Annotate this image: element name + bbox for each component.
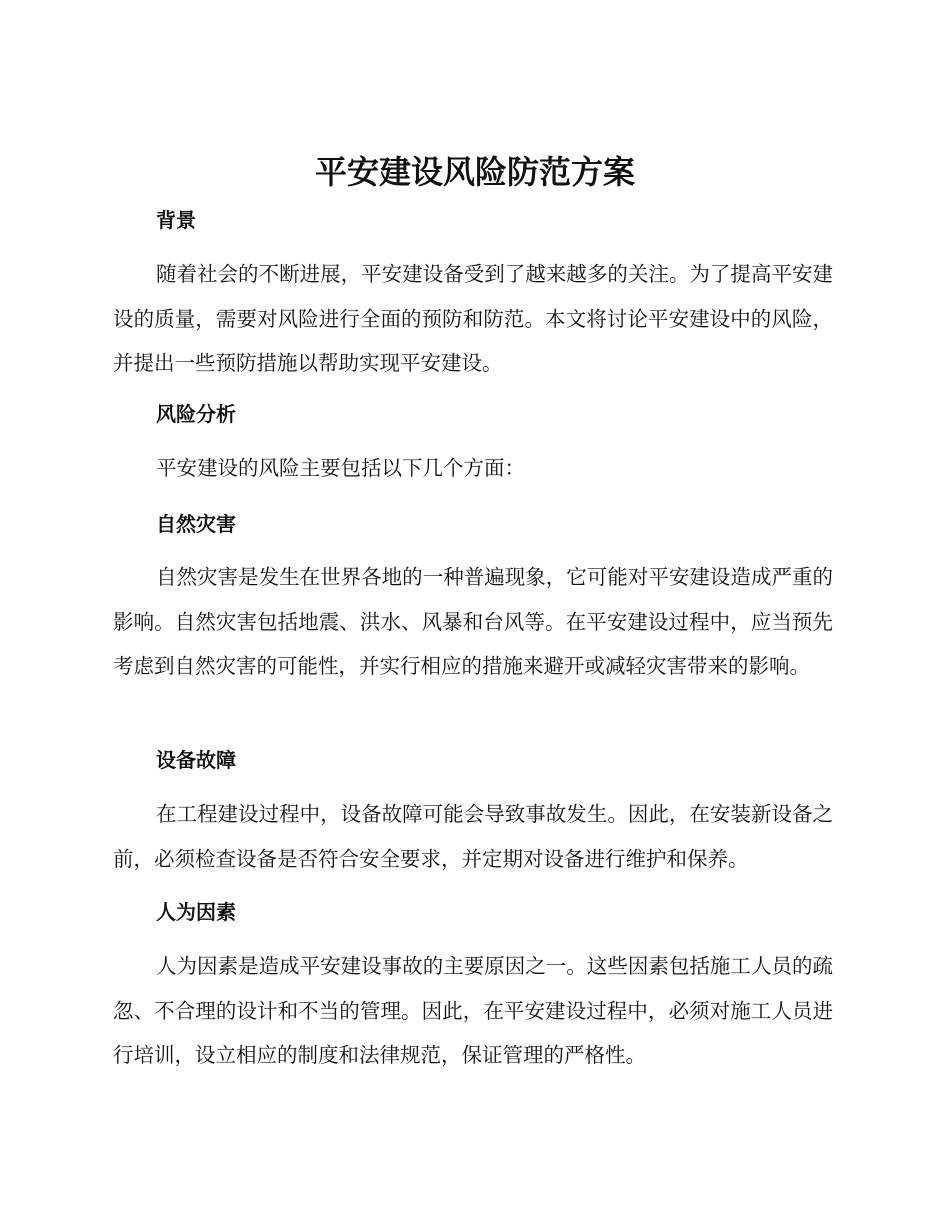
- document-title: 平安建设风险防范方案: [314, 153, 635, 191]
- section-heading-background: 背景: [156, 208, 196, 232]
- section-heading-equipment-failure: 设备故障: [156, 748, 236, 772]
- paragraph-natural-disasters: 自然灾害是发生在世界各地的一种普遍现象，它可能对平安建设造成严重的影响。自然灾害包括地震、洪水、风暴和台风等。在平安建设过程中，应当预先考虑到自然灾害的可能性，并实行相应的措施来避开或减轻灾害带来的影响。: [113, 565, 833, 678]
- section-heading-human-factors: 人为因素: [156, 900, 236, 924]
- section-heading-risk-analysis: 风险分析: [156, 402, 236, 426]
- paragraph-equipment-failure: 在工程建设过程中，设备故障可能会导致事故发生。因此，在安装新设备之前，必须检查设备是否符合安全要求，并定期对设备进行维护和保养。: [113, 802, 833, 871]
- paragraph-human-factors: 人为因素是造成平安建设事故的主要原因之一。这些因素包括施工人员的疏忽、不合理的设计和不当的管理。因此，在平安建设过程中，必须对施工人员进行培训，设立相应的制度和法律规范，保证管理的严格性。: [113, 954, 833, 1067]
- paragraph-risk-analysis: 平安建设的风险主要包括以下几个方面：: [156, 456, 525, 480]
- paragraph-background: 随着社会的不断进展，平安建设备受到了越来越多的关注。为了提高平安建设的质量，需要对风险进行全面的预防和防范。本文将讨论平安建设中的风险，并提出一些预防措施以帮助实现平安建设。: [113, 262, 833, 375]
- section-heading-natural-disasters: 自然灾害: [156, 512, 236, 536]
